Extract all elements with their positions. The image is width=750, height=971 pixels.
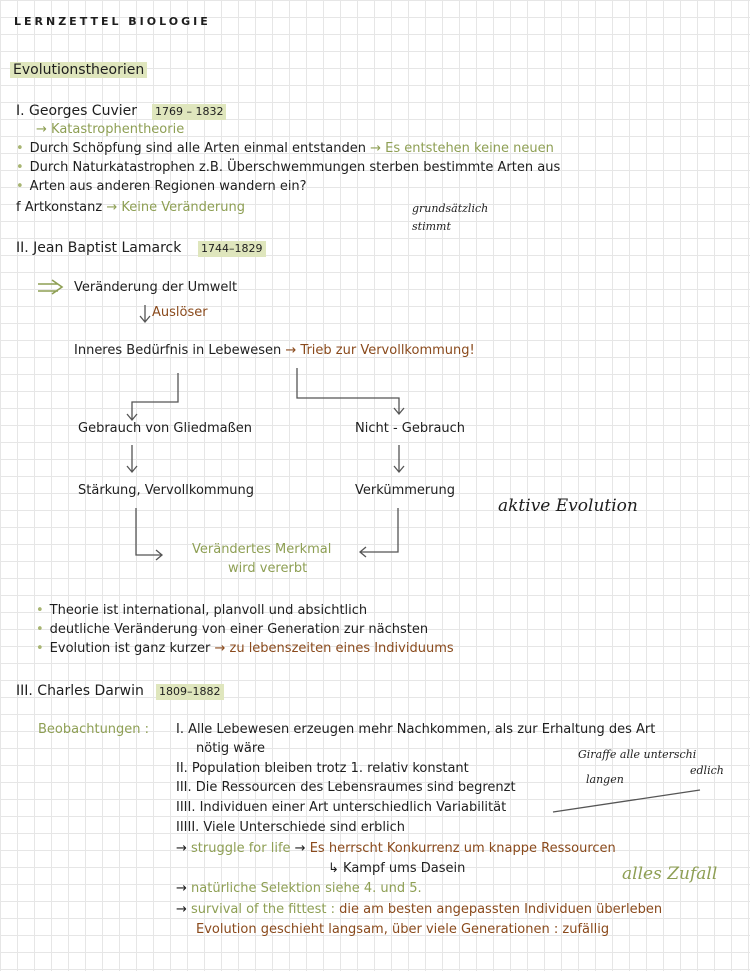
arrow-nicht-gebrauch [297,368,399,414]
giraffe-note-line [553,790,700,812]
lamarck-point-2: • deutliche Veränderung von einer Generation zur nächsten [36,622,428,638]
verkuemmerung: Verkümmerung [355,483,455,498]
cuvier-theory: → Katastrophentheorie [36,122,185,137]
note-grundsaetzlich: grundsätzlich [412,202,489,215]
cuvier-bullet-2: • Durch Naturkatastrophen z.B. Überschwemmungen sterben bestimmte Arten aus [16,160,560,176]
cuvier-bullet-1: • Durch Schöpfung sind alle Arten einmal entstanden → Es entstehen keine neuen [16,141,554,157]
lamarck-point-1: • Theorie ist international, planvoll und absichtlich [36,603,367,619]
kampf: ↳ Kampf ums Dasein [328,861,466,876]
obs-1b: nötig wäre [196,741,265,756]
darwin-years: 1809–1882 [156,684,224,700]
section-subtitle: Evolutionstheorien [10,62,147,78]
umwelt: Veränderung der Umwelt [74,280,238,295]
selektion: → natürliche Selektion siehe 4. und 5. [176,881,422,896]
obs-4: IIII. Individuen einer Art unterschiedlich Variabilität [176,800,507,815]
lamarck-heading: II. Jean Baptist Lamarck [16,240,182,256]
cuvier-years: 1769 – 1832 [152,104,226,120]
giraffe-note-1: Giraffe alle unterschi [578,748,697,761]
darwin-heading: III. Charles Darwin [16,683,144,699]
note-stimmt: stimmt [412,220,451,233]
gebrauch: Gebrauch von Gliedmaßen [78,421,253,436]
merkmal-line-1: Verändertes Merkmal [192,542,332,557]
double-arrow-icon [38,280,62,294]
lamarck-point-3: • Evolution ist ganz kurzer → zu lebenszeiten eines Individuums [36,641,454,657]
arrow-merkmal-right [360,508,398,552]
struggle: → struggle for life → Es herrscht Konkurrenz um knappe Ressourcen [176,841,616,856]
obs-1a: I. Alle Lebewesen erzeugen mehr Nachkommen, als zur Erhaltung des Art [176,722,656,737]
arrow-gebrauch [132,373,178,420]
aktive-evolution: aktive Evolution [498,496,638,516]
survival: → survival of the fittest : die am besten angepassten Individuen überleben [176,902,663,917]
obs-5: IIIII. Viele Unterschiede sind erblich [176,820,405,835]
cuvier-bullet-3: • Arten aus anderen Regionen wandern ein? [16,179,307,195]
beobachtungen: Beobachtungen : [38,722,150,737]
bedurfnis: Inneres Bedürfnis in Lebewesen → Trieb zur Vervollkommung! [74,343,475,358]
cuvier-heading: I. Georges Cuvier [16,103,138,119]
staerkung: Stärkung, Vervollkommung [78,483,254,498]
obs-2: II. Population bleiben trotz 1. relativ konstant [176,761,469,776]
ausloeser: Auslöser [152,305,208,320]
alles-zufall: alles Zufall [622,864,718,884]
obs-3: III. Die Ressourcen des Lebensraumes sind begrenzt [176,780,516,795]
artkonstanz: f Artkonstanz → Keine Veränderung [16,200,245,215]
giraffe-note-3: edlich [690,764,724,777]
arrow-merkmal-left [136,508,162,555]
giraffe-note-2: langen [586,773,624,786]
nicht-gebrauch: Nicht - Gebrauch [355,421,466,436]
langsam: Evolution geschieht langsam, über viele Generationen : zufällig [196,922,610,937]
page-title: LERNZETTEL BIOLOGIE [14,15,211,28]
merkmal-line-2: wird vererbt [228,561,308,576]
lamarck-years: 1744–1829 [198,241,266,257]
